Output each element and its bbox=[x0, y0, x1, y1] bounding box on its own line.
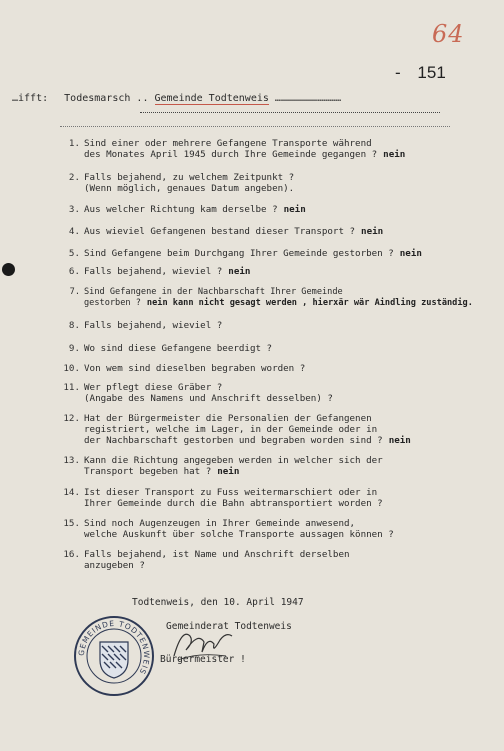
question-answer: nein bbox=[228, 266, 251, 277]
question-answer: nein bbox=[383, 149, 406, 160]
question-text bbox=[84, 248, 494, 259]
question-5 bbox=[68, 248, 494, 259]
question-4 bbox=[68, 226, 494, 237]
question-8 bbox=[68, 320, 494, 331]
question-text: Falls bejahend, ist Name und Anschrift derselben bbox=[84, 549, 350, 560]
question-15 bbox=[63, 518, 494, 540]
question-number: 7. bbox=[69, 287, 80, 297]
question-text: Falls bejahend, zu welchem Zeitpunkt ? bbox=[84, 172, 295, 183]
question-number: 6. bbox=[68, 266, 80, 277]
question-text: Wo sind diese Gefangene beerdigt ? bbox=[84, 343, 273, 354]
question-text bbox=[84, 204, 494, 215]
question-text: Hat der Bürgermeister die Personalien der Gefangenen bbox=[84, 413, 372, 424]
question-number: 10. bbox=[63, 363, 80, 374]
seal-text-path: GEMEINDE TODTENWEIS bbox=[76, 618, 152, 677]
question-text bbox=[84, 266, 494, 277]
question-number: 5. bbox=[68, 248, 80, 259]
punch-hole bbox=[2, 263, 15, 276]
header-label: …ifft: bbox=[12, 93, 49, 104]
place-date: Todtenweis, den 10. April 1947 bbox=[132, 597, 304, 608]
question-answer: nein bbox=[283, 204, 306, 215]
question-10 bbox=[63, 363, 494, 374]
question-2 bbox=[68, 172, 494, 194]
question-text bbox=[84, 149, 494, 160]
question-number: 16. bbox=[63, 549, 80, 560]
question-text bbox=[84, 466, 494, 477]
question-number: 8. bbox=[68, 320, 80, 331]
question-answer: nein bbox=[388, 435, 411, 446]
question-text: Falls bejahend, wieviel ? bbox=[84, 320, 223, 331]
question-text: Ihrer Gemeinde durch die Bahn abtransportiert worden ? bbox=[84, 498, 383, 509]
question-text: Sind einer oder mehrere Gefangene Transporte während bbox=[84, 138, 372, 149]
question-14 bbox=[63, 487, 494, 509]
question-answer: nein kann nicht gesagt werden , hierxär wär Aindling zuständig. bbox=[146, 298, 473, 308]
question-text-line: Aus welcher Richtung kam derselbe ? bbox=[84, 204, 278, 215]
question-13 bbox=[63, 455, 494, 477]
question-text: (Wenn möglich, genaues Datum angeben). bbox=[84, 183, 295, 194]
question-answer: nein bbox=[399, 248, 422, 259]
stamp-dash: - bbox=[395, 63, 403, 82]
header-line bbox=[12, 93, 482, 104]
question-text: Ist dieser Transport zu Fuss weitermarschiert oder in bbox=[84, 487, 378, 498]
question-answer: nein bbox=[217, 466, 240, 477]
question-text-line: Aus wieviel Gefangenen bestand dieser Transport ? bbox=[84, 226, 356, 237]
question-3 bbox=[68, 204, 494, 215]
question-number: 12. bbox=[63, 413, 80, 424]
header-subject: Todesmarsch bbox=[64, 93, 131, 104]
header-rule bbox=[140, 112, 440, 113]
municipal-seal-icon bbox=[72, 614, 156, 698]
question-text: welche Auskunft über solche Transporte aussagen können ? bbox=[84, 529, 394, 540]
office-name: Gemeinderat Todtenweis bbox=[166, 621, 292, 632]
question-text-line: Falls bejahend, wieviel ? bbox=[84, 266, 223, 277]
question-text: Wer pflegt diese Gräber ? bbox=[84, 382, 223, 393]
question-text: Sind noch Augenzeugen in Ihrer Gemeinde anwesend, bbox=[84, 518, 356, 529]
question-9 bbox=[68, 343, 494, 354]
question-number: 3. bbox=[68, 204, 80, 215]
question-text: registriert, welche im Lager, in der Gemeinde oder in bbox=[84, 424, 378, 435]
question-6 bbox=[68, 266, 494, 277]
question-number: 13. bbox=[63, 455, 80, 466]
signatory-title: Bürgermeister ! bbox=[160, 654, 246, 665]
question-16 bbox=[63, 549, 494, 571]
question-answer: nein bbox=[361, 226, 384, 237]
signature-scribble bbox=[168, 622, 238, 666]
question-text bbox=[84, 298, 494, 309]
question-number: 15. bbox=[63, 518, 80, 529]
question-text: (Angabe des Namens und Anschrift desselben) ? bbox=[84, 393, 333, 404]
header-dots-left: .. bbox=[136, 93, 149, 104]
question-text: Von wem sind dieselben begraben worden ? bbox=[84, 363, 306, 374]
question-text: Sind Gefangene in der Nachbarschaft Ihrer Gemeinde bbox=[84, 287, 343, 297]
question-12 bbox=[63, 413, 494, 446]
question-text-line: gestorben ? bbox=[84, 298, 141, 308]
question-number: 9. bbox=[68, 343, 80, 354]
stamp-number-value: 151 bbox=[417, 63, 446, 82]
question-7 bbox=[69, 287, 494, 309]
question-number: 2. bbox=[68, 172, 80, 183]
question-11 bbox=[63, 382, 494, 404]
stamped-number bbox=[395, 63, 446, 83]
question-text-line: Sind Gefangene beim Durchgang Ihrer Gemeinde gestorben ? bbox=[84, 248, 394, 259]
question-number: 4. bbox=[68, 226, 80, 237]
question-text: Kann die Richtung angegeben werden in welcher sich der bbox=[84, 455, 383, 466]
handwritten-page-number: 64 bbox=[432, 20, 465, 48]
question-number: 1. bbox=[68, 138, 80, 149]
question-text bbox=[84, 435, 494, 446]
question-text-line: Transport begeben hat ? bbox=[84, 466, 212, 477]
question-text: anzugeben ? bbox=[84, 560, 145, 571]
header-dots-right: …………………………… bbox=[274, 93, 342, 104]
question-number: 14. bbox=[63, 487, 80, 498]
header-rule-2 bbox=[60, 126, 450, 127]
question-number: 11. bbox=[63, 382, 80, 393]
question-text-line: der Nachbarschaft gestorben und begraben worden sind ? bbox=[84, 435, 383, 446]
question-1 bbox=[68, 138, 494, 160]
header-gemeinde: Gemeinde Todtenweis bbox=[154, 93, 269, 104]
question-text bbox=[84, 226, 494, 237]
question-text-line: des Monates April 1945 durch Ihre Gemeinde gegangen ? bbox=[84, 149, 378, 160]
